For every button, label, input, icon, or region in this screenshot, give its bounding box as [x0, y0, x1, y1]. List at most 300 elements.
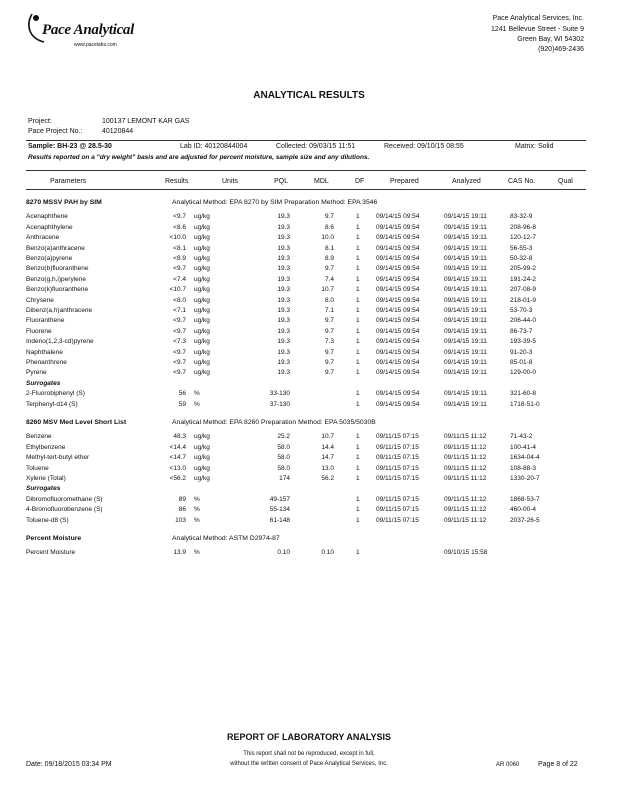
cell-result: <14.7: [169, 454, 186, 462]
cell-analyzed: 09/14/15 19:11: [444, 255, 487, 262]
cell-result: 59: [178, 400, 186, 408]
section-method: Analytical Method: ASTM D2974-87: [172, 535, 280, 542]
cell-analyzed: 09/14/15 19:11: [444, 348, 487, 356]
report-code: AR 0060: [496, 762, 520, 768]
table-row: [26, 263, 586, 274]
cell-mdl: 9.7: [324, 348, 334, 356]
logo-text: Pace Analytical: [42, 22, 135, 38]
cell-df: 1: [356, 400, 360, 408]
col-cas: CAS No.: [508, 178, 536, 185]
cell-df: 1: [356, 317, 360, 325]
divider: [26, 140, 586, 141]
cell-df: 1: [356, 549, 360, 557]
col-pql: PQL: [274, 178, 289, 185]
cell-pql: 19.3: [277, 327, 290, 335]
cell-units: %: [194, 549, 200, 557]
cell-mdl: 8.6: [324, 223, 334, 231]
cell-pql: 37-130: [269, 400, 290, 408]
section-name: 8260 MSV Med Level Short List: [26, 419, 127, 426]
cell-pql: 19.3: [277, 223, 290, 231]
cell-cas-no: 91-20-3: [510, 348, 533, 356]
cell-analyzed: 09/14/15 19:11: [444, 213, 487, 221]
lab-id: Lab ID: 40120844004: [180, 143, 248, 150]
table-row: [26, 357, 586, 368]
cell-cas-no: 71-43-2: [510, 433, 533, 441]
cell-df: 1: [356, 390, 360, 398]
cell-analyzed: 09/11/15 11:12: [444, 443, 487, 451]
sample-id: Sample: BH-23 @ 28.5-30: [28, 143, 112, 150]
cell-mdl: 56.2: [321, 475, 334, 482]
table-row: [26, 253, 586, 264]
cell-cas-no: 206-44-0: [510, 317, 537, 325]
cell-analyzed: 09/11/15 11:12: [444, 495, 487, 503]
cell-units: ug/kg: [194, 265, 210, 273]
cell-pql: 19.3: [277, 359, 290, 366]
surrogates-label: Surrogates: [26, 379, 61, 387]
surrogates-label-row: [26, 483, 586, 494]
cell-mdl: 9.7: [324, 265, 334, 273]
cell-result: <9.7: [173, 327, 186, 335]
table-row: [26, 452, 586, 463]
cell-prepared: 09/14/15 09:54: [376, 244, 420, 252]
cell-df: 1: [356, 244, 360, 252]
footer-title: REPORT OF LABORATORY ANALYSIS: [226, 732, 392, 742]
cell-units: %: [194, 506, 200, 514]
cell-pql: 19.3: [277, 296, 290, 304]
cell-prepared: 09/14/15 09:54: [376, 327, 420, 335]
cell-pql: 58.0: [277, 464, 290, 472]
cell-units: ug/kg: [194, 317, 210, 325]
table-row: [26, 463, 586, 474]
cell-result: <8.1: [173, 244, 186, 252]
cell-analyzed: 09/10/15 15:58: [444, 549, 488, 557]
cell-cas-no: 1868-53-7: [510, 495, 540, 503]
cell-result: 89: [178, 495, 186, 503]
cell-prepared: 09/11/15 07:15: [376, 516, 419, 524]
cell-pql: 58.0: [277, 443, 290, 451]
results-note: Results reported on a "dry weight" basis and are adjusted for percent moisture, sample size and any dilutions.: [28, 154, 370, 161]
cell-parameter: Pyrene: [26, 369, 47, 377]
cell-prepared: 09/11/15 07:15: [376, 433, 419, 441]
cell-analyzed: 09/14/15 19:11: [444, 223, 487, 231]
cell-mdl: 8.1: [324, 244, 334, 252]
cell-units: ug/kg: [194, 244, 210, 252]
cell-df: 1: [356, 255, 360, 262]
cell-analyzed: 09/14/15 19:11: [444, 390, 487, 398]
table-row: [26, 431, 586, 442]
cell-df: 1: [356, 464, 360, 472]
table-row: [26, 515, 586, 526]
cell-parameter: Benzene: [26, 433, 52, 441]
matrix: Matrix: Solid: [515, 143, 554, 150]
cell-prepared: 09/14/15 09:54: [376, 296, 420, 304]
cell-pql: 49-157: [269, 495, 290, 503]
cell-result: <8.9: [173, 255, 186, 262]
table-row: [26, 336, 586, 347]
cell-parameter: 2-Fluorobiphenyl (S): [26, 390, 85, 398]
cell-units: ug/kg: [194, 443, 210, 451]
cell-prepared: 09/14/15 09:54: [376, 317, 420, 325]
cell-result: <7.4: [173, 275, 186, 283]
table-header-rule: [26, 189, 586, 190]
cell-df: 1: [356, 275, 360, 283]
cell-analyzed: 09/14/15 19:11: [444, 369, 487, 377]
section-header: [26, 533, 586, 544]
cell-prepared: 09/14/15 09:54: [376, 234, 420, 242]
cell-cas-no: 208-96-8: [510, 223, 537, 231]
cell-pql: 19.3: [277, 369, 290, 377]
cell-pql: 19.3: [277, 265, 290, 273]
cell-parameter: Xylene (Total): [26, 475, 66, 482]
company-address: 1241 Bellevue Street - Suite 9: [490, 26, 584, 33]
cell-cas-no: 191-24-2: [510, 275, 537, 283]
table-row: [26, 243, 586, 254]
cell-units: ug/kg: [194, 234, 210, 242]
cell-pql: 19.3: [277, 307, 290, 314]
cell-df: 1: [356, 213, 360, 221]
cell-mdl: 9.7: [324, 213, 334, 221]
cell-df: 1: [356, 433, 360, 441]
cell-result: 86: [178, 506, 186, 514]
cell-cas-no: 50-32-8: [510, 255, 533, 262]
cell-units: ug/kg: [194, 223, 210, 231]
cell-cas-no: 108-88-3: [510, 464, 537, 472]
cell-units: ug/kg: [194, 275, 210, 283]
cell-mdl: 9.7: [324, 327, 334, 335]
cell-cas-no: 2037-26-5: [510, 516, 540, 524]
cell-df: 1: [356, 454, 360, 462]
cell-result: <7.3: [173, 338, 186, 346]
cell-units: ug/kg: [194, 307, 210, 314]
cell-units: ug/kg: [194, 464, 210, 472]
cell-parameter: Anthracene: [26, 234, 60, 242]
cell-mdl: 9.7: [324, 317, 334, 325]
table-row: [26, 232, 586, 243]
col-results: Results: [165, 178, 189, 185]
surrogates-label: Surrogates: [26, 485, 61, 493]
cell-prepared: 09/14/15 09:54: [376, 286, 420, 294]
cell-units: ug/kg: [194, 475, 210, 482]
cell-analyzed: 09/14/15 19:11: [444, 286, 487, 294]
cell-mdl: 14.4: [321, 443, 334, 451]
section-name: Percent Moisture: [26, 535, 82, 542]
cell-prepared: 09/11/15 07:15: [376, 454, 419, 462]
cell-analyzed: 09/14/15 19:11: [444, 317, 487, 325]
cell-units: ug/kg: [194, 454, 210, 462]
table-row: [26, 494, 586, 505]
cell-pql: 19.3: [277, 244, 290, 252]
cell-pql: 19.3: [277, 213, 290, 221]
cell-pql: 61-148: [269, 516, 290, 524]
cell-prepared: 09/14/15 09:54: [376, 348, 420, 356]
project-label: Project:: [28, 118, 52, 125]
cell-pql: 33-130: [269, 390, 290, 398]
col-prepared: Prepared: [390, 178, 419, 185]
cell-df: 1: [356, 265, 360, 273]
cell-parameter: Percent Moisture: [26, 549, 76, 557]
cell-analyzed: 09/14/15 19:11: [444, 327, 487, 335]
cell-df: 1: [356, 475, 360, 482]
cell-prepared: 09/14/15 09:54: [376, 223, 420, 231]
cell-pql: 174: [279, 475, 290, 482]
cell-df: 1: [356, 223, 360, 231]
cell-parameter: Chrysene: [26, 296, 54, 304]
table-row: [26, 367, 586, 378]
table-row: [26, 504, 586, 515]
cell-mdl: 10.7: [321, 286, 334, 294]
cell-analyzed: 09/14/15 19:11: [444, 307, 487, 314]
cell-result: 48.3: [173, 433, 186, 441]
cell-analyzed: 09/14/15 19:11: [444, 338, 487, 346]
col-qual: Qual: [558, 178, 573, 185]
section-method: Analytical Method: EPA 8260 Preparation Method: EPA 5035/5030B: [172, 419, 376, 426]
cell-pql: 19.3: [277, 348, 290, 356]
cell-prepared: 09/14/15 09:54: [376, 400, 420, 408]
cell-result: <9.7: [173, 265, 186, 273]
cell-pql: 55-134: [269, 506, 290, 514]
cell-parameter: Toluene: [26, 464, 49, 472]
cell-analyzed: 09/14/15 19:11: [444, 359, 487, 366]
table-row: [26, 473, 586, 484]
cell-units: ug/kg: [194, 348, 210, 356]
surrogates-label-row: [26, 378, 586, 389]
cell-df: 1: [356, 359, 360, 366]
table-row: [26, 547, 586, 558]
cell-pql: 58.0: [277, 454, 290, 462]
cell-prepared: 09/14/15 09:54: [376, 275, 420, 283]
cell-mdl: 7.4: [324, 275, 334, 283]
cell-mdl: 8.0: [324, 296, 334, 304]
cell-analyzed: 09/11/15 11:12: [444, 454, 487, 462]
cell-units: ug/kg: [194, 286, 210, 294]
col-parameters: Parameters: [50, 178, 87, 185]
cell-prepared: 09/14/15 09:54: [376, 390, 420, 398]
cell-parameter: Benzo(g,h,i)perylene: [26, 275, 86, 283]
cell-result: <14.4: [169, 443, 186, 451]
cell-analyzed: 09/11/15 11:12: [444, 433, 487, 441]
cell-result: <8.6: [173, 223, 186, 231]
cell-result: <9.7: [173, 213, 186, 221]
cell-cas-no: 129-00-0: [510, 369, 537, 377]
cell-mdl: 13.0: [321, 464, 334, 472]
cell-mdl: 7.3: [324, 338, 334, 346]
collected: Collected: 09/03/15 11:51: [276, 143, 356, 150]
cell-mdl: 9.7: [324, 359, 334, 366]
cell-pql: 19.3: [277, 234, 290, 242]
page-title: ANALYTICAL RESULTS: [253, 90, 365, 101]
cell-units: %: [194, 390, 200, 398]
cell-cas-no: 1330-20-7: [510, 475, 540, 482]
cell-parameter: Phenanthrene: [26, 359, 67, 366]
received: Received: 09/10/15 08:55: [384, 143, 464, 150]
cell-cas-no: 100-41-4: [510, 443, 537, 451]
cell-parameter: Indeno(1,2,3-cd)pyrene: [26, 338, 94, 346]
cell-parameter: Dibromofluoromethane (S): [26, 495, 103, 503]
cell-units: ug/kg: [194, 433, 210, 441]
cell-mdl: 0.10: [321, 549, 334, 557]
page-number: Page 8 of 22: [538, 761, 578, 768]
table-row: [26, 274, 586, 285]
cell-df: 1: [356, 495, 360, 503]
cell-result: <10.7: [169, 286, 186, 294]
cell-result: <8.0: [173, 296, 186, 304]
table-row: [26, 295, 586, 306]
table-row: [26, 388, 586, 399]
project-value: 100137 LEMONT KAR GAS: [102, 118, 190, 125]
col-analyzed: Analyzed: [452, 178, 481, 185]
pace-project-value: 40120844: [102, 128, 134, 135]
cell-analyzed: 09/14/15 19:11: [444, 400, 487, 408]
table-row: [26, 222, 586, 233]
cell-pql: 19.3: [277, 255, 290, 262]
cell-analyzed: 09/14/15 19:11: [444, 275, 487, 283]
section-method: Analytical Method: EPA 8270 by SIM Preparation Method: EPA 3546: [172, 199, 378, 206]
table-row: [26, 326, 586, 337]
cell-df: 1: [356, 338, 360, 346]
cell-df: 1: [356, 369, 360, 377]
cell-analyzed: 09/14/15 19:11: [444, 234, 487, 242]
company-name: Pace Analytical Services, Inc.: [492, 15, 584, 22]
footer-line2: without the written consent of Pace Analytical Services, Inc.: [230, 761, 388, 767]
cell-pql: 19.3: [277, 338, 290, 346]
cell-cas-no: 53-70-3: [510, 307, 533, 314]
cell-cas-no: 56-55-3: [510, 244, 533, 252]
cell-units: ug/kg: [194, 296, 210, 304]
cell-cas-no: 193-39-5: [510, 338, 537, 346]
cell-result: <10.0: [169, 234, 186, 242]
cell-units: ug/kg: [194, 338, 210, 346]
footer-line1: This report shall not be reproduced, except in full,: [243, 751, 375, 757]
cell-cas-no: 86-73-7: [510, 327, 533, 335]
cell-parameter: Fluorene: [26, 327, 52, 335]
table-top-rule: [26, 170, 586, 171]
cell-analyzed: 09/11/15 11:12: [444, 506, 487, 514]
cell-analyzed: 09/11/15 11:12: [444, 475, 487, 482]
cell-units: %: [194, 400, 200, 408]
company-city: Green Bay, WI 54302: [517, 36, 584, 43]
cell-result: 56: [178, 390, 186, 398]
cell-units: ug/kg: [194, 359, 210, 366]
cell-mdl: 10.7: [321, 433, 334, 441]
cell-analyzed: 09/11/15 11:12: [444, 464, 487, 472]
cell-parameter: Methyl-tert-butyl ether: [26, 454, 90, 462]
table-row: [26, 211, 586, 222]
cell-df: 1: [356, 296, 360, 304]
cell-df: 1: [356, 307, 360, 314]
cell-parameter: Fluoranthene: [26, 317, 65, 325]
cell-result: <9.7: [173, 359, 186, 366]
cell-result: <9.7: [173, 317, 186, 325]
cell-parameter: Acenaphthene: [26, 213, 68, 221]
cell-cas-no: 120-12-7: [510, 234, 537, 242]
cell-prepared: 09/14/15 09:54: [376, 265, 420, 273]
section-name: 8270 MSSV PAH by SIM: [26, 199, 102, 206]
cell-cas-no: 321-60-8: [510, 390, 537, 398]
cell-parameter: 4-Bromofluorobenzene (S): [26, 506, 103, 514]
cell-df: 1: [356, 327, 360, 335]
cell-mdl: 14.7: [321, 454, 334, 462]
cell-df: 1: [356, 443, 360, 451]
cell-prepared: 09/14/15 09:54: [376, 213, 420, 221]
cell-prepared: 09/14/15 09:54: [376, 359, 420, 366]
cell-pql: 19.3: [277, 317, 290, 325]
cell-analyzed: 09/11/15 11:12: [444, 516, 487, 524]
cell-df: 1: [356, 286, 360, 294]
table-row: [26, 399, 586, 410]
cell-result: <56.2: [169, 475, 186, 482]
cell-cas-no: 83-32-9: [510, 213, 533, 221]
cell-units: ug/kg: [194, 369, 210, 377]
cell-cas-no: 205-99-2: [510, 265, 537, 273]
cell-units: ug/kg: [194, 327, 210, 335]
col-units: Units: [222, 178, 238, 185]
cell-df: 1: [356, 234, 360, 242]
cell-prepared: 09/11/15 07:15: [376, 506, 419, 514]
cell-parameter: Benzo(k)fluoranthene: [26, 286, 89, 294]
cell-mdl: 9.7: [324, 369, 334, 377]
logo-url: www.pacelabs.com: [74, 42, 117, 48]
report-date: Date: 09/18/2015 03:34 PM: [26, 761, 112, 768]
section-header: [26, 197, 586, 208]
table-row: [26, 305, 586, 316]
cell-cas-no: 207-08-9: [510, 286, 537, 294]
cell-cas-no: 1718-51-0: [510, 400, 540, 408]
table-row: [26, 315, 586, 326]
cell-analyzed: 09/14/15 19:11: [444, 296, 487, 304]
cell-parameter: Dibenz(a,h)anthracene: [26, 307, 93, 314]
cell-analyzed: 09/14/15 19:11: [444, 265, 487, 273]
table-row: [26, 284, 586, 295]
cell-mdl: 10.0: [321, 234, 334, 242]
cell-pql: 25.2: [277, 433, 290, 441]
cell-result: 103: [175, 516, 186, 524]
cell-parameter: Terphenyl-d14 (S): [26, 400, 78, 408]
cell-df: 1: [356, 516, 360, 524]
cell-prepared: 09/14/15 09:54: [376, 307, 420, 314]
cell-cas-no: 218-01-9: [510, 296, 537, 304]
cell-pql: 19.3: [277, 275, 290, 283]
cell-result: <7.1: [173, 307, 186, 314]
cell-parameter: Benzo(b)fluoranthene: [26, 265, 89, 273]
table-row: [26, 347, 586, 358]
col-df: DF: [355, 178, 365, 185]
cell-mdl: 8.9: [324, 255, 334, 262]
company-phone: (920)469-2436: [538, 46, 584, 53]
cell-prepared: 09/11/15 07:15: [376, 443, 419, 451]
section-header: [26, 417, 586, 428]
cell-parameter: Naphthalene: [26, 348, 63, 356]
cell-result: <9.7: [173, 348, 186, 356]
cell-parameter: Ethylbenzene: [26, 443, 66, 451]
cell-prepared: 09/14/15 09:54: [376, 369, 420, 377]
cell-prepared: 09/11/15 07:15: [376, 475, 419, 482]
cell-result: 13.9: [173, 549, 186, 557]
cell-parameter: Toluene-d8 (S): [26, 516, 69, 524]
cell-units: %: [194, 516, 200, 524]
cell-df: 1: [356, 506, 360, 514]
cell-result: <13.0: [169, 464, 186, 472]
cell-units: %: [194, 495, 200, 503]
cell-units: ug/kg: [194, 213, 210, 221]
cell-pql: 0.10: [277, 549, 290, 557]
cell-prepared: 09/11/15 07:15: [376, 495, 419, 503]
col-mdl: MDL: [314, 178, 329, 185]
cell-mdl: 7.1: [324, 307, 334, 314]
cell-parameter: Benzo(a)anthracene: [26, 244, 85, 252]
cell-analyzed: 09/14/15 19:11: [444, 244, 487, 252]
cell-prepared: 09/11/15 07:15: [376, 464, 419, 472]
cell-parameter: Acenaphthylene: [26, 223, 73, 231]
